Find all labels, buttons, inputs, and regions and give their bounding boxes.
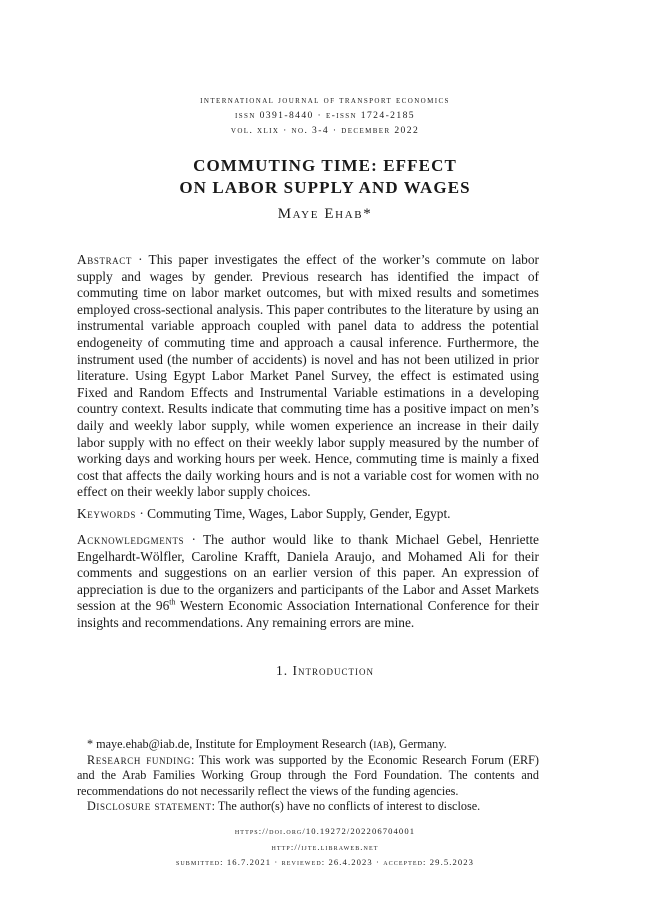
submission-dates: submitted: 16.7.2021 · reviewed: 26.4.2023 · accepted: 29.5.2023 xyxy=(175,857,475,867)
disclosure-label: Disclosure statement xyxy=(87,799,212,813)
web-link[interactable]: http://ijte.libraweb.net xyxy=(271,841,379,852)
footnote-email-end: ), Germany. xyxy=(388,737,447,751)
keywords-text: Commuting Time, Wages, Labor Supply, Gender, Egypt. xyxy=(147,506,451,521)
acknowledgments-text: The author would like to thank Michael Gebel, Henriette Engelhardt-Wölfler, Caroline Krafft, Daniela Araujo, and Mohamed Ali for their comments and suggestions on an earlier version of this paper. An expression of appreciation is due to the organizers and participants of the Labor and Asset Markets session at the 96 xyxy=(77,532,539,614)
section-heading xyxy=(0,663,650,679)
abstract-separator: · xyxy=(131,252,149,267)
footnote-author xyxy=(77,737,539,752)
abstract-label: Abstract xyxy=(77,252,132,267)
keywords-label: Keywords xyxy=(77,506,136,521)
footnote-iab: iab xyxy=(373,737,389,751)
section-title: Introduction xyxy=(292,663,374,678)
article-links xyxy=(0,824,650,871)
keywords xyxy=(77,506,539,523)
disclosure-text: : The author(s) have no conflicts of interest to disclose. xyxy=(211,799,481,813)
footnote-disclosure xyxy=(77,799,539,814)
ordinal-suffix: th xyxy=(169,597,176,607)
keywords-separator: · xyxy=(135,506,148,521)
footnote-email: maye.ehab@iab.de, Institute for Employment Research ( xyxy=(93,737,374,751)
footnote-mark: * xyxy=(87,737,94,751)
journal-header xyxy=(0,93,650,138)
author-line xyxy=(0,206,650,223)
footnote-funding xyxy=(77,753,539,799)
article-title xyxy=(0,155,650,199)
title-line-1: COMMUTING TIME: EFFECT xyxy=(193,156,457,175)
funding-text: : This work was supported by the Economic Research Forum (ERF) and the Arab Families Working Group through the Ford Foundation. The contents and recommendations do not necessarily reflect the views of the funding agencies. xyxy=(77,753,539,798)
acknowledgments-label: Acknowledgments xyxy=(77,532,185,547)
journal-name: international journal of transport economics xyxy=(200,95,450,106)
title-line-2: ON LABOR SUPPLY AND WAGES xyxy=(179,178,471,197)
acknowledgments-text-end: Western Economic Association International Conference for their insights and recommendations. Any remaining errors are mine. xyxy=(77,598,539,630)
author-name: Maye Ehab xyxy=(277,206,364,222)
journal-issn: issn 0391-8440 · e-issn 1724-2185 xyxy=(235,110,415,121)
abstract xyxy=(77,252,539,501)
section-number: 1. xyxy=(276,663,289,678)
funding-label: Research funding xyxy=(87,753,191,767)
abstract-text: This paper investigates the effect of the worker’s commute on labor supply and wages by gender. Previous research has identified the impact of commuting time on labor market outcomes, but with mixed results and sometimes employed cross-sectional analysis. This paper contributes to the literature by using an instrumental variable approach coupled with panel data to address the potential endogeneity of commuting time and approach a causal inference. Furthermore, the instrument used (the number of accidents) is novel and has not been utilized in prior literature. Using Egypt Labor Market Panel Survey, the effect is estimated using Fixed and Random Effects and Instrumental Variable estimations in a developing country context. Results indicate that commuting time has a positive impact on men’s daily and weekly labor supply, while women experience an increase in their daily labor supply with no effect on their weekly labor supply measured by the number of working days and working hours per week. Hence, commuting time is mainly a fixed cost that affects the daily working hours and is not a variable cost for women with no effect on their weekly labor supply choices. xyxy=(77,252,539,500)
author-footnote-mark: * xyxy=(363,206,373,222)
acknowledgments-separator: · xyxy=(184,532,203,547)
acknowledgments xyxy=(77,532,539,632)
journal-volume: vol. xlix · no. 3-4 · december 2022 xyxy=(230,125,420,136)
doi-link[interactable]: https://doi.org/10.19272/202206704001 xyxy=(234,826,416,836)
